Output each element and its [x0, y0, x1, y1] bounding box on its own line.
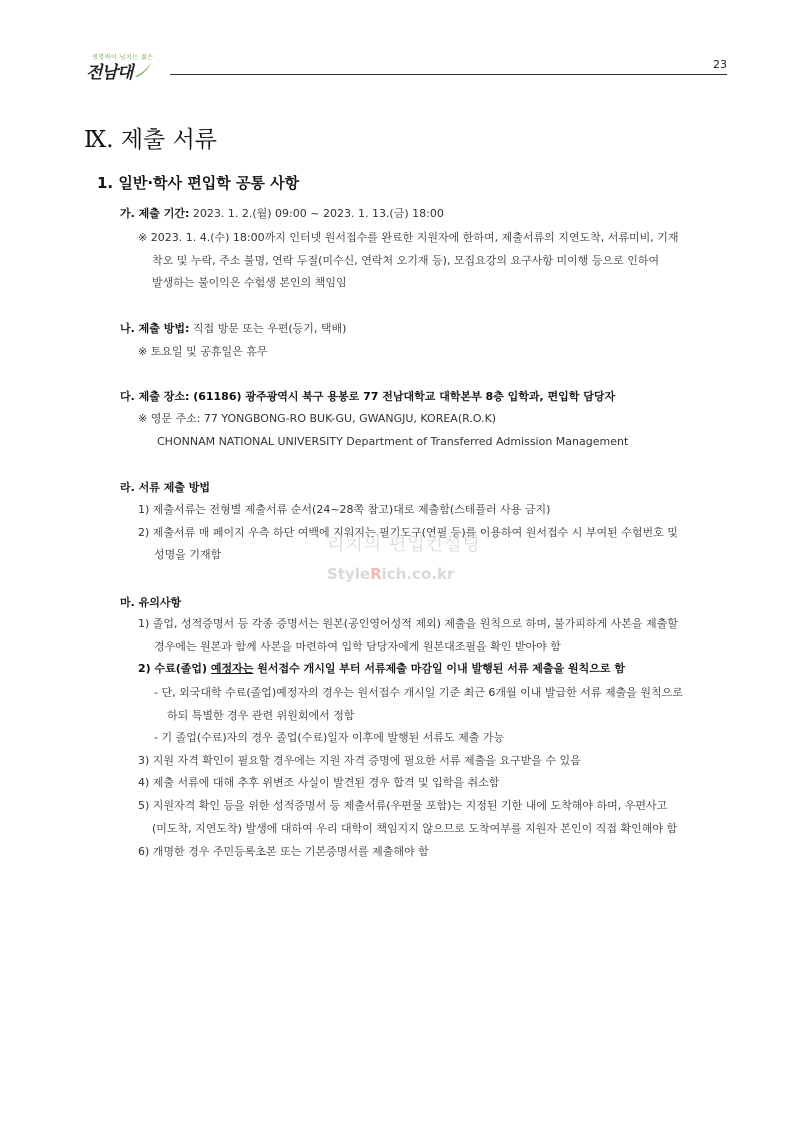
ra-item-1: 1) 제출서류는 전형별 제출서류 순서(24~28쪽 참고)대로 제출함(스테플러 사용 금지)	[138, 503, 551, 516]
na-text: 직접 방문 또는 우편(등기, 택배)	[189, 322, 347, 335]
da-note-line-2: CHONNAM NATIONAL UNIVERSITY Department of Transferred Admission Management	[157, 435, 629, 448]
ma-dash-1-line-2: 하되 특별한 경우 관련 위원회에서 정함	[167, 709, 355, 722]
na-label: 나. 제출 방법:	[120, 322, 190, 335]
section-title	[84, 121, 217, 154]
ma-item-1-line-2: 경우에는 원본과 함께 사본을 마련하여 입학 담당자에게 원본대조필을 확인 받아야 함	[154, 640, 561, 653]
ma-item-2: 2) 수료(졸업) 예정자는 원서접수 개시일 부터 서류제출 마감일 이내 발행된 서류 제출을 원칙으로 함	[138, 662, 625, 675]
ma-label: 마. 유의사항	[120, 596, 182, 609]
na-note: ※ 토요일 및 공휴일은 휴무	[138, 345, 268, 358]
ra-item-2-line-1: 2) 제출서류 매 페이지 우측 하단 여백에 지워지는 필기도구(연필 등)를 이용하여 원서접수 시 부여된 수험번호 및	[138, 526, 678, 539]
ga-label: 가. 제출 기간:	[120, 207, 190, 220]
subsection-title: 1. 일반·학사 편입학 공통 사항	[97, 174, 300, 192]
na-line	[120, 322, 346, 336]
logo-text: 전남대	[86, 63, 133, 83]
ra-label: 라. 서류 제출 방법	[120, 481, 211, 494]
ga-note-line-3: 발생하는 불이익은 수험생 본인의 책임임	[152, 276, 347, 289]
ga-text: 2023. 1. 2.(월) 09:00 ~ 2023. 1. 13.(금) 18:00	[189, 207, 444, 220]
ra-item-2-line-2: 성명을 기재함	[154, 548, 222, 561]
ga-note-line-1: ※ 2023. 1. 4.(수) 18:00까지 인터넷 원서접수를 완료한 지원자에 한하며, 제출서류의 지연도착, 서류미비, 기재	[138, 231, 679, 244]
ma-item-4: 4) 제출 서류에 대해 추후 위변조 사실이 발견된 경우 합격 및 입학을 취소함	[138, 776, 500, 789]
page-number: 23	[713, 58, 727, 71]
ma-item-3: 3) 지원 자격 확인이 필요할 경우에는 지원 자격 증명에 필요한 서류 제출을 요구받을 수 있음	[138, 754, 581, 767]
ma-item-6: 6) 개명한 경우 주민등록초본 또는 기본증명서를 제출해야 함	[138, 845, 429, 858]
logo-tagline: 생명력이 넘치는 젊은	[92, 54, 154, 61]
ma-dash-2: - 기 졸업(수료)자의 경우 졸업(수료)일자 이후에 발행된 서류도 제출 가능	[154, 731, 505, 744]
ga-line	[120, 207, 444, 221]
watermark-url: StyleRich.co.kr	[327, 565, 455, 583]
ma-item-5-line-2: (미도착, 지연도착) 발생에 대하여 우리 대학이 책임지지 않으므로 도착여부를 지원자 본인이 직접 확인해야 함	[152, 822, 678, 835]
leaf-icon	[134, 60, 154, 78]
ga-note-line-2: 착오 및 누락, 주소 불명, 연락 두절(미수신, 연락처 오기재 등), 모집요강의 요구사항 미이행 등으로 인하여	[152, 254, 660, 267]
ma-item-1-line-1: 1) 졸업, 성적증명서 등 각종 증명서는 원본(공인영어성적 제외) 제출을 원칙으로 하며, 불가피하게 사본을 제출할	[138, 617, 678, 630]
section-roman-numeral: Ⅸ.	[84, 127, 114, 153]
university-logo	[84, 52, 156, 83]
da-note-line-1: ※ 영문 주소: 77 YONGBONG-RO BUK-GU, GWANGJU, KOREA(R.O.K)	[138, 412, 497, 425]
header-rule	[170, 74, 727, 75]
watermark-text: 리치의 편입컨설팅	[327, 534, 481, 555]
da-line: 다. 제출 장소: (61186) 광주광역시 북구 용봉로 77 전남대학교 대학본부 8층 입학과, 편입학 담당자	[120, 390, 616, 403]
section-title-text: 제출 서류	[120, 127, 218, 153]
ma-dash-1-line-1: - 단, 외국대학 수료(졸업)예정자의 경우는 원서접수 개시일 기준 최근 6개월 이내 발급한 서류 제출을 원칙으로	[154, 686, 683, 699]
ma-item-2-underlined: 예정자는	[210, 662, 254, 675]
ma-item-5-line-1: 5) 지원자격 확인 등을 위한 성적증명서 등 제출서류(우편물 포함)는 지정된 기한 내에 도착해야 하며, 우편사고	[138, 799, 668, 812]
